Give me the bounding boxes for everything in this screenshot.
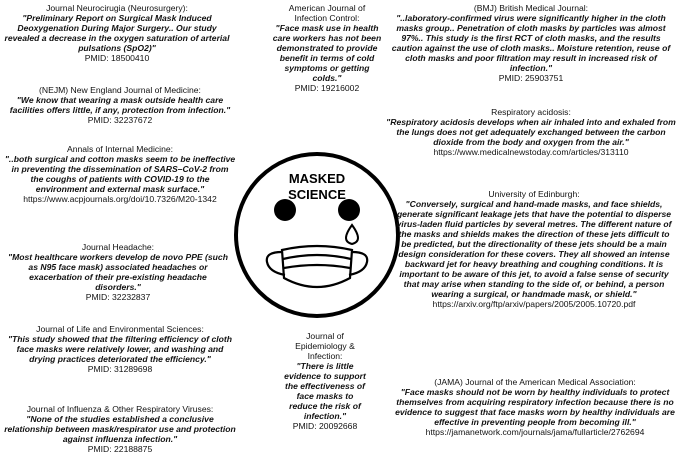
entry-ref: https://www.acpjournals.org/doi/10.7326/M20-1342 xyxy=(23,193,217,204)
center-title-line1: MASKED xyxy=(288,171,346,186)
left-eye xyxy=(274,199,296,221)
entry-ref: PMID: 22188875 xyxy=(87,443,153,454)
center-title-line2: SCIENCE xyxy=(288,187,346,202)
right-eye xyxy=(338,199,360,221)
entry-source: Journal Neurocirugia (Neurosurgery): xyxy=(46,3,188,13)
entry-quote: "Respiratory acidosis develops when air inhaled into and exhaled from the lungs does not get adequately exchanged between the carbon dioxide from the body and oxygen from the air." xyxy=(386,116,676,147)
entry-life-env-sciences xyxy=(4,325,236,375)
entry-ref: PMID: 32232837 xyxy=(85,291,151,302)
entry-quote: "There is little evidence to support the effectiveness of face masks to reduce the risk of infection." xyxy=(284,360,366,421)
entry-ref: https://arxiv.org/ftp/arxiv/papers/2005/2005.10720.pdf xyxy=(432,298,636,309)
entry-epidemiology xyxy=(282,332,368,432)
entry-jama xyxy=(392,378,678,438)
entry-ref: PMID: 31289698 xyxy=(87,363,153,374)
entry-quote: "Conversely, surgical and hand-made masks, and face shields, generate significant leakage jets that have the potential to disperse virus-laden fluid particles by several metres. The different nature of the masks and shields makes the direction of these jets difficult to be predicted, but the directionality of these jets should be a main design consideration for these covers. They all showed an intense backward jet for heavy breathing and coughing conditions. It is important to be aware of this jet, to avoid a false sense of security that may arise when standing to the side of, or behind, a person wearing a surgical, or handmade mask, or shield." xyxy=(396,198,672,299)
entry-quote: "We know that wearing a mask outside health care facilities offers little, if any, protection from infection." xyxy=(9,94,231,115)
entry-source: American Journal of Infection Control: xyxy=(288,3,366,23)
entry-quote: "None of the studies established a conclusive relationship between mask/respirator use and protection against influenza infection." xyxy=(4,413,236,444)
entry-ref: PMID: 32237672 xyxy=(87,114,153,125)
entry-source: Journal Headache: xyxy=(81,242,155,252)
entry-respiratory-acidosis xyxy=(386,108,676,158)
entry-neurocirugia xyxy=(4,4,230,64)
entry-annals xyxy=(4,145,236,205)
entry-source: University of Edinburgh: xyxy=(488,189,580,199)
entry-headache xyxy=(8,243,228,303)
entry-source: Respiratory acidosis: xyxy=(491,107,571,117)
entry-source: (NEJM) New England Journal of Medicine: xyxy=(39,85,201,95)
entry-quote: "This study showed that the filtering efficiency of cloth face masks were relatively lower, and washing and drying practices deteriorated the efficiency." xyxy=(7,333,233,364)
entry-source: Journal of Life and Environmental Sciences: xyxy=(36,324,204,334)
entry-quote: "Preliminary Report on Surgical Mask Induced Deoxygenation During Major Surgery.. Our study revealed a decrease in the oxygen saturation of arterial pulsations (SpO2)" xyxy=(4,12,230,53)
entry-ref: PMID: 18500410 xyxy=(84,52,150,63)
entry-quote: "Face masks should not be worn by healthy individuals to protect themselves from acquiring respiratory infection because there is no evidence to suggest that face masks worn by healthy individuals are effective in preventing people from becoming ill." xyxy=(395,386,675,427)
entry-ref: PMID: 19216002 xyxy=(294,82,360,93)
entry-quote: "Face mask use in health care workers has not been demonstrated to provide benefit in terms of cold symptoms or getting colds." xyxy=(272,22,382,83)
entry-bmj xyxy=(386,4,676,84)
entry-source: (BMJ) British Medical Journal: xyxy=(473,3,589,13)
masked-science-face-emoji xyxy=(232,150,402,320)
entry-quote: "..both surgical and cotton masks seem to be ineffective in preventing the dissemination of SARS–CoV-2 from the coughs of patients with COVID-19 to the environment and external mask surface." xyxy=(4,153,236,194)
entry-source: (JAMA) Journal of the American Medical Association: xyxy=(434,377,636,387)
entry-quote: "Most healthcare workers develop de novo PPE (such as N95 face mask) associated headaches or exacerbation of their pre-existing headache disorders." xyxy=(8,251,228,292)
entry-source: Annals of Internal Medicine: xyxy=(66,144,174,154)
entry-quote: "..laboratory-confirmed virus were significantly higher in the cloth masks group.. Penetration of cloth masks by particles was almost 97%.. This study is the first RCT of cloth masks, and the results caution against the use of cloth masks.. Moisture retention, reuse of cloth masks and poor filtration may result in increased risk of infection." xyxy=(391,12,671,73)
entry-edinburgh xyxy=(396,190,672,310)
entry-ref: PMID: 25903751 xyxy=(498,72,564,83)
entry-ref: https://www.medicalnewstoday.com/articles/313110 xyxy=(433,146,629,157)
entry-source: Journal of Influenza & Other Respiratory Viruses: xyxy=(26,404,214,414)
entry-ref: PMID: 20092668 xyxy=(292,420,358,431)
entry-ref: https://jamanetwork.com/journals/jama/fullarticle/2762694 xyxy=(425,426,645,437)
entry-ajic xyxy=(272,4,382,94)
entry-influenza xyxy=(4,405,236,455)
entry-nejm xyxy=(2,86,238,126)
entry-source: Journal of Epidemiology & Infection: xyxy=(295,331,355,361)
